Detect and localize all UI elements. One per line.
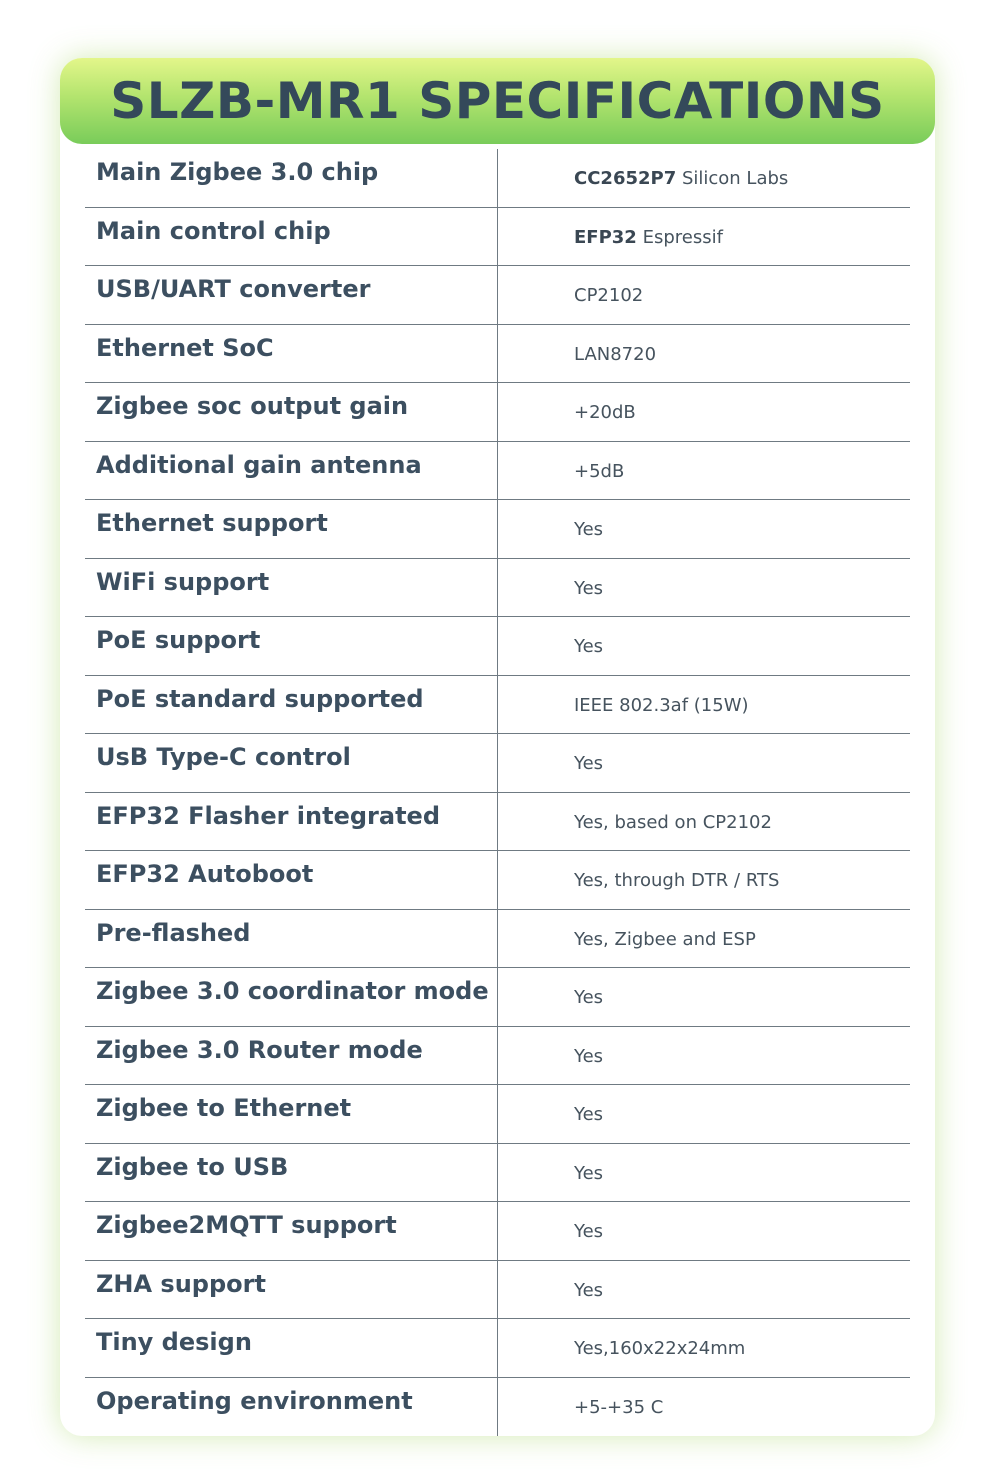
spec-value [574, 168, 788, 189]
spec-label: EFP32 Flasher integrated [96, 801, 440, 830]
spec-label: Ethernet SoC [96, 333, 274, 362]
spec-value-text: Yes, through DTR / RTS [574, 870, 780, 891]
spec-label: Zigbee2MQTT support [96, 1211, 397, 1239]
spec-value [574, 1046, 603, 1067]
spec-value-text: Espressif [636, 226, 723, 248]
spec-label: Zigbee to Ethernet [96, 1094, 352, 1122]
spec-value-text: Yes [574, 577, 604, 599]
spec-value-text: +20dB [574, 402, 636, 423]
spec-value [574, 695, 749, 716]
spec-label: Main control chip [96, 216, 331, 245]
spec-row [85, 1261, 910, 1320]
spec-label: Pre-flashed [96, 918, 251, 947]
spec-label: Tiny design [96, 1328, 252, 1356]
spec-label: Zigbee 3.0 coordinator mode [96, 977, 489, 1005]
spec-value [574, 227, 723, 248]
spec-value [574, 1221, 603, 1242]
spec-value [574, 1397, 663, 1418]
spec-value [574, 1338, 745, 1359]
spec-row [85, 1144, 910, 1203]
spec-value [574, 285, 643, 306]
specifications-card [60, 58, 935, 1436]
spec-value [574, 1104, 603, 1125]
spec-value-text: Yes,160x22x24mm [574, 1338, 746, 1359]
spec-value-text: Yes [574, 1104, 604, 1125]
spec-label: PoE standard supported [96, 684, 424, 713]
spec-value-strong: CC2652P7 [574, 168, 677, 189]
spec-value-strong: EFP32 [574, 226, 637, 248]
spec-value-text: Yes [574, 1221, 604, 1242]
specifications-table [85, 149, 910, 1436]
spec-row [85, 442, 910, 501]
spec-value [574, 929, 756, 950]
spec-value [574, 578, 603, 599]
spec-value-text: Yes [574, 1279, 604, 1301]
spec-value-text: Yes [574, 636, 604, 657]
spec-row [85, 968, 910, 1027]
spec-row [85, 1027, 910, 1086]
spec-value-text: +5dB [574, 460, 625, 482]
spec-value [574, 402, 636, 423]
spec-label: Ethernet support [96, 509, 328, 537]
spec-value-text: IEEE 802.3af (15W) [574, 694, 749, 716]
spec-label: UsB Type-C control [96, 743, 351, 771]
spec-value-text: CP2102 [574, 285, 644, 306]
spec-value-text: LAN8720 [574, 343, 657, 365]
spec-row [85, 676, 910, 735]
specifications-header [60, 58, 935, 144]
spec-row [85, 734, 910, 793]
spec-value-text: Yes [574, 1045, 604, 1067]
spec-label: Zigbee 3.0 Router mode [96, 1035, 423, 1064]
spec-label: WiFi support [96, 567, 270, 596]
spec-label: Main Zigbee 3.0 chip [96, 158, 379, 186]
spec-row [85, 266, 910, 325]
spec-value [574, 1163, 603, 1184]
spec-value [574, 987, 603, 1008]
spec-value [574, 344, 656, 365]
spec-row [85, 149, 910, 208]
spec-value-text: Yes [574, 519, 604, 540]
spec-value-text: Yes [574, 753, 604, 774]
spec-row [85, 1085, 910, 1144]
spec-value [574, 1280, 603, 1301]
spec-row [85, 910, 910, 969]
spec-label: ZHA support [96, 1269, 266, 1298]
spec-value-text: Yes, Zigbee and ESP [574, 928, 756, 950]
spec-row [85, 325, 910, 384]
spec-label: PoE support [96, 626, 261, 654]
spec-value-text: Yes, based on CP2102 [574, 811, 772, 833]
spec-row [85, 851, 910, 910]
spec-label: Zigbee to USB [96, 1152, 289, 1181]
spec-label: USB/UART converter [96, 275, 371, 303]
spec-row [85, 1202, 910, 1261]
spec-row [85, 559, 910, 618]
spec-value-text: Yes [574, 1162, 604, 1184]
spec-value [574, 519, 603, 540]
spec-value-text: Yes [574, 987, 604, 1008]
spec-value [574, 636, 603, 657]
spec-value-text: +5-+35 C [574, 1396, 664, 1418]
spec-row [85, 1319, 910, 1378]
spec-label: EFP32 Autoboot [96, 860, 314, 888]
spec-value [574, 753, 603, 774]
spec-value-text: Silicon Labs [676, 168, 789, 189]
spec-label: Operating environment [96, 1386, 413, 1415]
spec-row [85, 383, 910, 442]
page-title: SLZB-MR1 SPECIFICATIONS [110, 72, 885, 130]
spec-label: Additional gain antenna [96, 450, 422, 479]
spec-value [574, 461, 624, 482]
spec-label: Zigbee soc output gain [96, 392, 409, 420]
spec-row [85, 500, 910, 559]
spec-row [85, 617, 910, 676]
spec-value [574, 870, 779, 891]
spec-row [85, 208, 910, 267]
spec-row [85, 1378, 910, 1437]
spec-row [85, 793, 910, 852]
spec-value [574, 812, 772, 833]
